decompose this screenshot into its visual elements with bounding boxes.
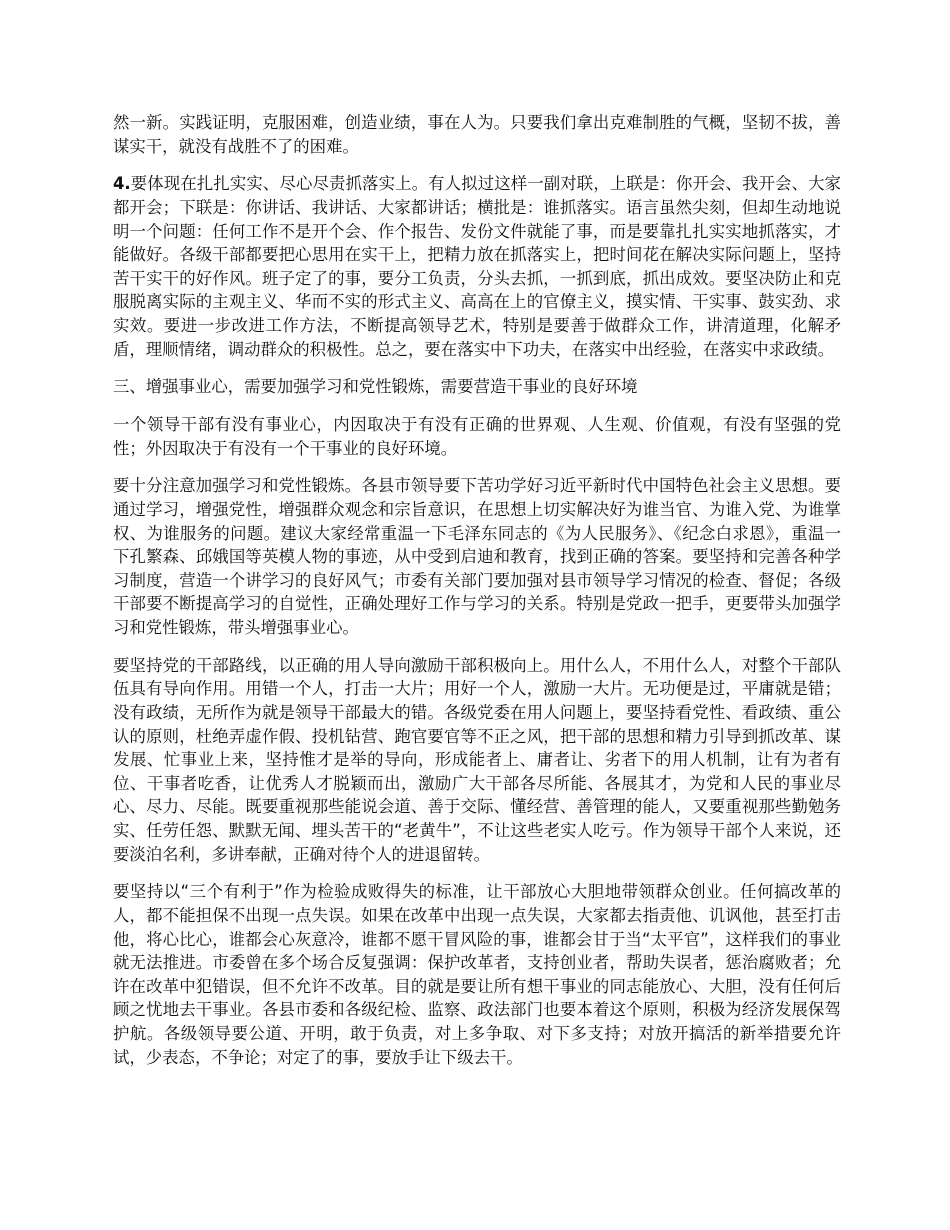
paragraph-text: 要体现在扎扎实实、尽心尽责抓落实上。有人拟过这样一副对联，上联是：你开会、我开会、大家都开会；下联是：你讲话、我讲话、大家都讲话；横批是：谁抓落实。语言虽然尖刻，但却生动地说明一个问题：任何工作不是开个会、作个报告、发份文件就能了事，而是要靠扎扎实实地抓落实，才能做好。各级干部都要把心思用在实干上，把精力放在抓落实上，把时间花在解决实际问题上，坚持苦干实干的好作风。班子定了的事，要分工负责，分头去抓，一抓到底，抓出成效。要坚决防止和克服脱离实际的主观主义、华而不实的形式主义、高高在上的官僚主义，摸实情、干实事、鼓实劲、求实效。要进一步改进工作方法，不断提高领导艺术，特别是要善于做群众工作，讲清道理，化解矛盾，理顺情绪，调动群众的积极性。总之，要在落实中下功夫，在落实中出经验，在落实中求政绩。 — [113, 174, 841, 359]
paragraph-text: 一个领导干部有没有事业心，内因取决于有没有正确的世界观、人生观、价值观，有没有坚强的党性；外因取决于有没有一个干事业的良好环境。 — [113, 415, 841, 458]
paragraph-text: 然一新。实践证明，克服困难，创造业绩，事在人为。只要我们拿出克难制胜的气概，坚韧不拔，善谋实干，就没有战胜不了的困难。 — [113, 113, 841, 156]
paragraph-continuation — [113, 111, 841, 158]
paragraph-cadre-line — [113, 654, 841, 866]
section-heading-3 — [113, 375, 841, 399]
paragraph-text: 要坚持以“三个有利于”作为检验成败得失的标准，让干部放心大胆地带领群众创业。任何搞改革的人，都不能担保不出现一点失误。如果在改革中出现一点失误，大家都去指责他、讥讽他，甚至打击他，将心比心，谁都会心灰意冷，谁都不愿干冒风险的事，谁都会甘于当“太平官”，这样我们的事业就无法推进。市委曾在多个场合反复强调：保护改革者，支持创业者，帮助失误者，惩治腐败者；允许在改革中犯错误，但不允许不改革。目的就是要让所有想干事业的同志能放心、大胆，没有任何后顾之忧地去干事业。各县市委和各级纪检、监察、政法部门也要本着这个原则，积极为经济发展保驾护航。各级领导要公道、开明，敢于负责，对上多争取、对下多支持；对放开搞活的新举措要允许试，少表态，不争论；对定了的事，要放手让下级去干。 — [113, 882, 841, 1067]
paragraph-study — [113, 474, 841, 639]
paragraph-text: 要十分注意加强学习和党性锻炼。各县市领导要下苦功学好习近平新时代中国特色社会主义思想。要通过学习，增强党性，增强群众观念和宗旨意识，在思想上切实解决好为谁当官、为谁入党、为谁掌权、为谁服务的问题。建议大家经常重温一下毛泽东同志的《为人民服务》、《纪念白求恩》，重温一下孔繁森、邱娥国等英模人物的事迹，从中受到启迪和教育，找到正确的答案。要坚持和完善各种学习制度，营造一个讲学习的良好风气；市委有关部门要加强对县市领导学习情况的检查、督促；各级干部要不断提高学习的自觉性，正确处理好工作与学习的关系。特别是党政一把手，更要带头加强学习和党性锻炼，带头增强事业心。 — [113, 476, 841, 638]
paragraph-point-4 — [113, 172, 841, 361]
paragraph-three-benefits — [113, 880, 841, 1069]
document-body — [113, 111, 841, 1083]
paragraph-text: 要坚持党的干部路线，以正确的用人导向激励干部积极向上。用什么人，不用什么人，对整个干部队伍具有导向作用。用错一个人，打击一大片；用好一个人，激励一大片。无功便是过，平庸就是错；没有政绩，无所作为就是领导干部最大的错。各级党委在用人问题上，要坚持看党性、看政绩、重公认的原则，杜绝弄虚作假、投机钻营、跑官要官等不正之风，把干部的思想和精力引导到抓改革、谋发展、忙事业上来，坚持惟才是举的导向，形成能者上、庸者让、劣者下的用人机制，让有为者有位、干事者吃香，让优秀人才脱颖而出，激励广大干部各尽所能、各展其才，为党和人民的事业尽心、尽力、尽能。既要重视那些能说会道、善于交际、懂经营、善管理的能人，又要重视那些勤勉务实、任劳任怨、默默无闻、埋头苦干的“老黄牛”，不让这些老实人吃亏。作为领导干部个人来说，还要淡泊名利，多讲奉献，正确对待个人的进退留转。 — [113, 655, 841, 864]
paragraph-number: 4. — [113, 174, 131, 194]
heading-text: 三、增强事业心，需要加强学习和党性锻炼，需要营造干事业的良好环境 — [113, 377, 638, 397]
paragraph-intro — [113, 413, 841, 460]
